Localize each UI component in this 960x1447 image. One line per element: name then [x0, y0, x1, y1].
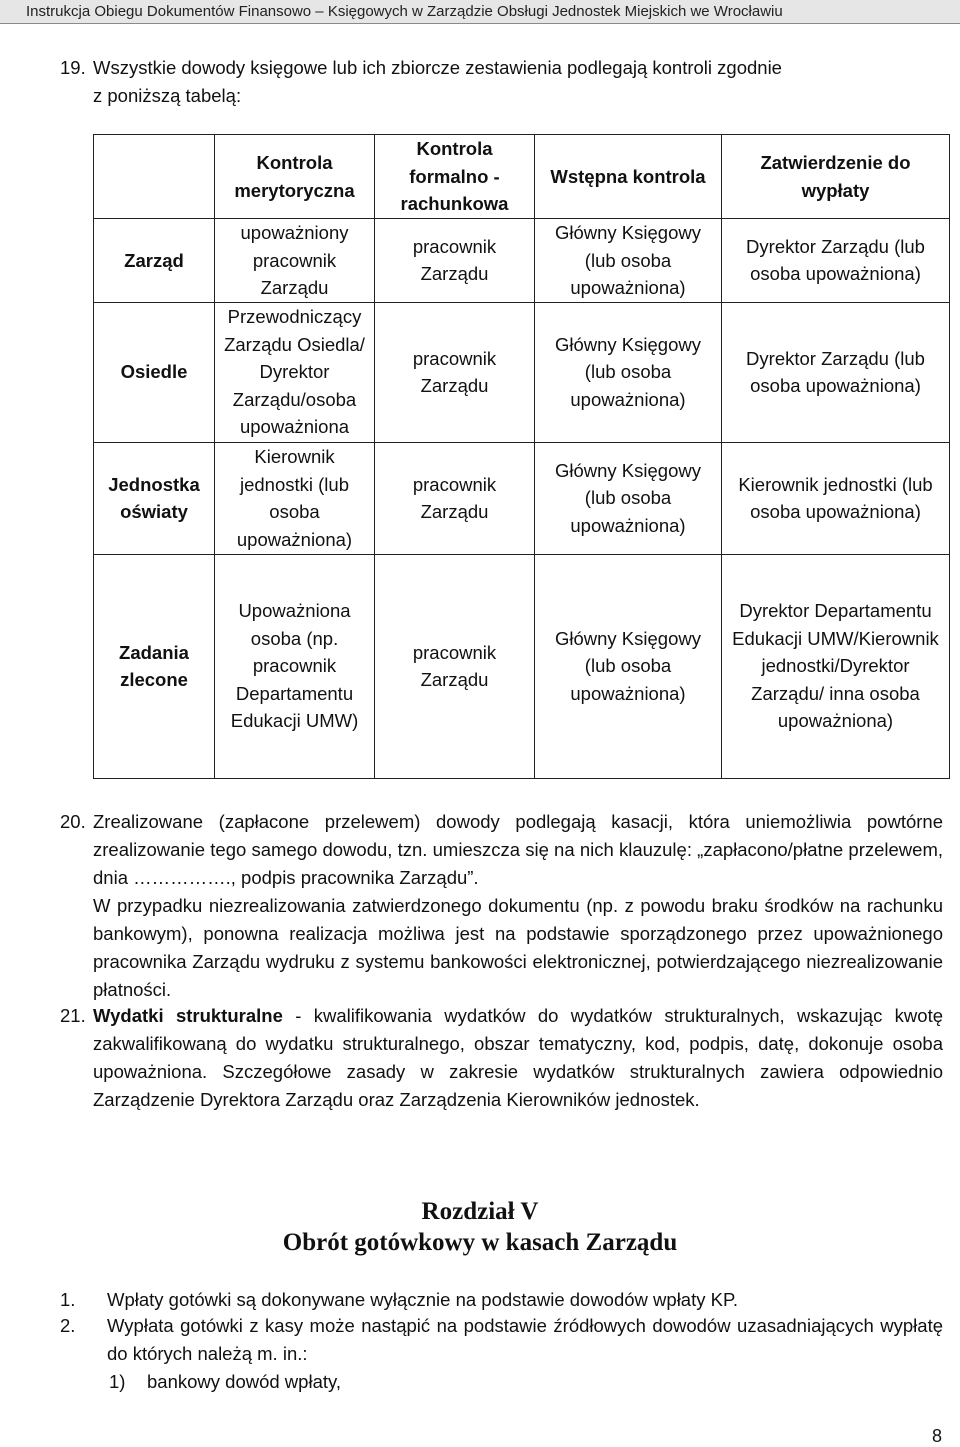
table-cell: Kierownik jednostki (lub osoba upoważniona) — [722, 442, 950, 554]
header-cell-merit: Kontrola merytoryczna — [215, 135, 375, 219]
table-row — [94, 554, 950, 778]
header-cell-empty — [94, 135, 215, 219]
paragraph-21-number: 21. — [60, 1005, 86, 1026]
table-cell: pracownik Zarządu — [375, 219, 535, 303]
table-header-row — [94, 135, 950, 219]
row-label: Zadania zlecone — [94, 554, 215, 778]
paragraph-19-line1: Wszystkie dowody księgowe lub ich zbiorcze zestawienia podlegają kontroli zgodnie — [93, 57, 782, 78]
table-row — [94, 219, 950, 303]
list-item-number: 1. — [60, 1289, 76, 1310]
table-cell: upoważniony pracownik Zarządu — [215, 219, 375, 303]
table-cell: Dyrektor Zarządu (lub osoba upoważniona) — [722, 219, 950, 303]
paragraph-20-text-continued: W przypadku niezrealizowania zatwierdzonego dokumentu (np. z powodu braku środków na rachunku bankowym), ponowna realizacja możliwa jest na podstawie sporządzonego przez upoważnionego pracownika Zarządu wydruku z systemu bankowości elektronicznej, potwierdzającego niezrealizowanie płatności. — [93, 895, 943, 1000]
list-item: Wpłaty gotówki są dokonywane wyłącznie na podstawie dowodów wpłaty KP. — [107, 1289, 739, 1310]
sublist-item: bankowy dowód wpłaty, — [147, 1371, 342, 1392]
paragraph-19-number: 19. — [60, 57, 86, 78]
chapter-title: Obrót gotówkowy w kasach Zarządu — [282, 1229, 678, 1256]
table-cell: pracownik Zarządu — [375, 554, 535, 778]
paragraph-21-body: - kwalifikowania wydatków do wydatków strukturalnych, wskazując kwotę zakwalifikowaną do wydatku strukturalnego, obszar tematyczny, kod, podpis, datę, dokonuje osoba upoważniona. Szczegółowe zasady w zakresie wydatków strukturalnych zawiera odpowiednio Zarządzenie Dyrektora Zarządu oraz Zarządzenia Kierowników jednostek. — [93, 1005, 943, 1110]
list-item-number: 2. — [60, 1315, 76, 1336]
table-cell: pracownik Zarządu — [375, 302, 535, 442]
paragraph-21-bold-term: Wydatki strukturalne — [93, 1005, 283, 1026]
paragraph-20-text: Zrealizowane (zapłacone przelewem) dowody podlegają kasacji, która uniemożliwia powtórne zrealizowanie tego samego dowodu, tzn. umieszcza się na nich klauzulę: „zapłacono/płatne przelewem, dnia ……………., podpis pracownika Zarządu”. — [93, 811, 943, 888]
header-cell-preliminary: Wstępna kontrola — [535, 135, 722, 219]
control-table — [93, 134, 950, 779]
page-number: 8 — [931, 1426, 942, 1446]
table-cell: Dyrektor Departamentu Edukacji UMW/Kierownik jednostki/Dyrektor Zarządu/ inna osoba upoważniona) — [722, 554, 950, 778]
header-cell-formal: Kontrola formalno - rachunkowa — [375, 135, 535, 219]
list-item: Wypłata gotówki z kasy może nastąpić na podstawie źródłowych dowodów uzasadniających wypłatę do których należą m. in.: — [107, 1315, 943, 1364]
table-cell: Główny Księgowy (lub osoba upoważniona) — [535, 554, 722, 778]
paragraph-21-text — [93, 1002, 943, 1114]
table-cell: Dyrektor Zarządu (lub osoba upoważniona) — [722, 302, 950, 442]
paragraph-20-number: 20. — [60, 811, 86, 832]
table-cell: Upoważniona osoba (np. pracownik Departamentu Edukacji UMW) — [215, 554, 375, 778]
table-cell: Główny Księgowy (lub osoba upoważniona) — [535, 442, 722, 554]
table-cell: Przewodniczący Zarządu Osiedla/ Dyrektor Zarządu/osoba upoważniona — [215, 302, 375, 442]
table-cell: pracownik Zarządu — [375, 442, 535, 554]
row-label: Jednostka oświaty — [94, 442, 215, 554]
table-row — [94, 302, 950, 442]
row-label: Zarząd — [94, 219, 215, 303]
row-label: Osiedle — [94, 302, 215, 442]
table-row — [94, 442, 950, 554]
running-header: Instrukcja Obiegu Dokumentów Finansowo – Księgowych w Zarządzie Obsługi Jednostek Miejskich we Wrocławiu — [0, 0, 960, 24]
table-cell: Kierownik jednostki (lub osoba upoważniona) — [215, 442, 375, 554]
sublist-item-number: 1) — [109, 1371, 126, 1392]
chapter-number: Rozdział V — [421, 1198, 539, 1225]
paragraph-19-line2: z poniższą tabelą: — [93, 85, 242, 106]
table-cell: Główny Księgowy (lub osoba upoważniona) — [535, 219, 722, 303]
table-cell: Główny Księgowy (lub osoba upoważniona) — [535, 302, 722, 442]
header-cell-approval: Zatwierdzenie do wypłaty — [722, 135, 950, 219]
